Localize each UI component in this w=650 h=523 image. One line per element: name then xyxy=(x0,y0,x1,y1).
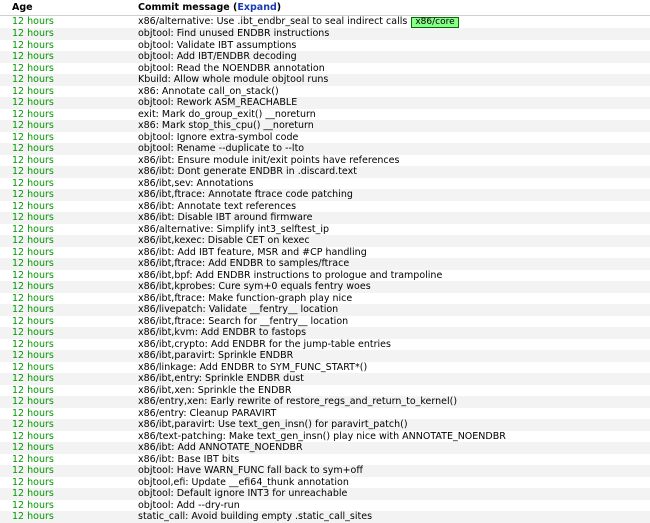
commit-age: 12 hours xyxy=(0,166,138,178)
commit-age: 12 hours xyxy=(0,143,138,155)
commit-message-link[interactable]: x86/ibt,ftrace: Search for __fentry__ location xyxy=(138,315,349,327)
commit-age: 12 hours xyxy=(0,362,138,374)
commit-age: 12 hours xyxy=(0,212,138,224)
commit-message-link[interactable]: Kbuild: Allow whole module objtool runs xyxy=(138,74,329,85)
commit-message-link[interactable]: x86/ibt,kprobes: Cure sym+0 equals fentry woes xyxy=(138,281,371,292)
commit-message-cell xyxy=(138,362,650,374)
commit-row[interactable] xyxy=(0,40,650,52)
expand-link[interactable]: Expand xyxy=(237,2,277,13)
commit-message-cell xyxy=(138,28,650,40)
commit-age: 12 hours xyxy=(0,28,138,40)
commit-message-cell xyxy=(138,350,650,362)
commit-row[interactable] xyxy=(0,431,650,443)
commit-message-link[interactable]: objtool: Validate IBT assumptions xyxy=(138,39,297,51)
commit-row[interactable] xyxy=(0,224,650,236)
commit-message-link[interactable]: x86/ibt,ftrace: Add ENDBR to samples/ftrace xyxy=(138,258,350,269)
commit-message-cell xyxy=(138,189,650,201)
message-header-label: Commit message xyxy=(138,2,230,13)
commit-age: 12 hours xyxy=(0,86,138,98)
commit-age: 12 hours xyxy=(0,373,138,385)
commit-message-cell xyxy=(138,51,650,63)
commit-message-cell xyxy=(138,40,650,52)
commit-message-cell xyxy=(138,109,650,121)
commit-row[interactable] xyxy=(0,477,650,489)
commit-row[interactable] xyxy=(0,339,650,351)
commit-row[interactable] xyxy=(0,155,650,167)
branch-badge[interactable]: x86/core xyxy=(411,17,458,28)
commit-age: 12 hours xyxy=(0,454,138,466)
commit-message-cell xyxy=(138,511,650,523)
commit-message-link[interactable]: static_call: Avoid building empty .static_call_sites xyxy=(138,511,373,522)
commit-row[interactable] xyxy=(0,166,650,178)
commit-row[interactable] xyxy=(0,120,650,132)
commit-message-cell xyxy=(138,74,650,86)
commit-age: 12 hours xyxy=(0,120,138,132)
commit-message-cell xyxy=(138,419,650,431)
commit-message-cell xyxy=(138,155,650,167)
commit-age: 12 hours xyxy=(0,40,138,52)
commit-row[interactable] xyxy=(0,143,650,155)
commit-list xyxy=(0,16,650,523)
commit-message-cell xyxy=(138,431,650,443)
commit-age: 12 hours xyxy=(0,155,138,167)
commit-message-cell xyxy=(138,201,650,213)
commit-row[interactable] xyxy=(0,454,650,466)
commit-row[interactable] xyxy=(0,511,650,523)
commit-age: 12 hours xyxy=(0,396,138,408)
commit-age: 12 hours xyxy=(0,132,138,144)
commit-message-cell xyxy=(138,339,650,351)
expand-open-paren: ( xyxy=(233,2,238,13)
commit-message-cell xyxy=(138,178,650,190)
commit-message-link[interactable]: x86/alternative: Use .ibt_endbr_seal to seal indirect calls xyxy=(138,16,408,27)
commit-row[interactable] xyxy=(0,362,650,374)
commit-age: 12 hours xyxy=(0,109,138,121)
commit-row[interactable] xyxy=(0,316,650,328)
commit-message-link[interactable]: objtool: Have WARN_FUNC fall back to sym+off xyxy=(138,465,363,476)
commit-message-link[interactable]: x86/ibt,bpf: Add ENDBR instructions to prologue and trampoline xyxy=(138,269,443,281)
commit-message-cell xyxy=(138,247,650,259)
commit-message-link[interactable]: x86/linkage: Add ENDBR to SYM_FUNC_START*() xyxy=(138,361,368,373)
commit-message-cell xyxy=(138,166,650,178)
commit-message-link[interactable]: x86/ibt,paravirt: Use text_gen_insn() for paravirt_patch() xyxy=(138,419,408,430)
commit-message-cell xyxy=(138,293,650,305)
message-column-header xyxy=(138,0,650,16)
commit-age: 12 hours xyxy=(0,442,138,454)
commit-age: 12 hours xyxy=(0,281,138,293)
commit-message-cell xyxy=(138,304,650,316)
commit-row[interactable] xyxy=(0,132,650,144)
commit-message-cell xyxy=(138,270,650,282)
commit-row[interactable] xyxy=(0,465,650,477)
commit-message-link[interactable]: objtool: Ignore extra-symbol code xyxy=(138,131,299,143)
commit-message-link[interactable]: x86/text-patching: Make text_gen_insn() play nice with ANNOTATE_NOENDBR xyxy=(138,430,506,442)
commit-age: 12 hours xyxy=(0,465,138,477)
commit-message-cell xyxy=(138,316,650,328)
commit-age: 12 hours xyxy=(0,304,138,316)
commit-message-link[interactable]: objtool: Rework ASM_REACHABLE xyxy=(138,97,298,108)
commit-message-link[interactable]: x86/ibt,xen: Sprinkle the ENDBR xyxy=(138,384,292,396)
commit-message-cell xyxy=(138,465,650,477)
commit-message-link[interactable]: x86/entry,xen: Early rewrite of restore_regs_and_return_to_kernel() xyxy=(138,396,458,407)
commit-age: 12 hours xyxy=(0,258,138,270)
commit-message-link[interactable]: x86/ibt,kvm: Add ENDBR to fastops xyxy=(138,327,307,338)
commit-message-link[interactable]: x86/ibt: Add ANNOTATE_NOENDBR xyxy=(138,442,303,453)
commit-row[interactable] xyxy=(0,500,650,512)
commit-message-cell xyxy=(138,63,650,75)
commit-message-cell xyxy=(138,258,650,270)
commit-age: 12 hours xyxy=(0,97,138,109)
commit-age: 12 hours xyxy=(0,224,138,236)
commit-message-link[interactable]: x86/ibt: Disable IBT around firmware xyxy=(138,212,313,223)
commit-age: 12 hours xyxy=(0,408,138,420)
commit-age: 12 hours xyxy=(0,350,138,362)
commit-age: 12 hours xyxy=(0,16,138,29)
commit-row[interactable] xyxy=(0,373,650,385)
expand-close-paren: ) xyxy=(276,2,282,13)
commit-message-link[interactable]: x86/ibt: Annotate text references xyxy=(138,200,297,212)
commit-message-cell xyxy=(138,327,650,339)
commit-message-cell xyxy=(138,235,650,247)
commit-message-link[interactable]: objtool: Find unused ENDBR instructions xyxy=(138,28,330,39)
commit-row[interactable] xyxy=(0,396,650,408)
commit-age: 12 hours xyxy=(0,63,138,75)
commit-message-cell xyxy=(138,86,650,98)
commit-age: 12 hours xyxy=(0,74,138,86)
commit-age: 12 hours xyxy=(0,51,138,63)
commit-row[interactable] xyxy=(0,488,650,500)
commit-message-link[interactable]: x86/ibt: Ensure module init/exit points have references xyxy=(138,154,400,166)
commit-row[interactable] xyxy=(0,419,650,431)
commit-message-cell xyxy=(138,454,650,466)
commit-age: 12 hours xyxy=(0,419,138,431)
commit-age: 12 hours xyxy=(0,511,138,523)
commit-message-cell xyxy=(138,224,650,236)
commit-row[interactable] xyxy=(0,235,650,247)
commit-message-cell xyxy=(138,120,650,132)
commit-row[interactable] xyxy=(0,97,650,109)
commit-message-link[interactable]: x86/ibt: Add IBT feature, MSR and #CP handling xyxy=(138,246,367,258)
commit-row[interactable] xyxy=(0,86,650,98)
commit-message-link[interactable]: exit: Mark do_group_exit() __noreturn xyxy=(138,108,316,120)
commit-row[interactable] xyxy=(0,178,650,190)
commit-row[interactable] xyxy=(0,270,650,282)
commit-row[interactable] xyxy=(0,385,650,397)
commit-message-link[interactable]: x86/ibt,sev: Annotations xyxy=(138,177,254,189)
commit-row[interactable] xyxy=(0,258,650,270)
commit-row[interactable] xyxy=(0,16,650,29)
commit-age: 12 hours xyxy=(0,270,138,282)
commit-message-cell xyxy=(138,97,650,109)
commit-age: 12 hours xyxy=(0,385,138,397)
commit-message-link[interactable]: x86/ibt: Base IBT bits xyxy=(138,453,240,465)
commit-message-cell xyxy=(138,281,650,293)
commit-age: 12 hours xyxy=(0,189,138,201)
commit-age: 12 hours xyxy=(0,201,138,213)
commit-row[interactable] xyxy=(0,109,650,121)
commit-message-link[interactable]: objtool: Add IBT/ENDBR decoding xyxy=(138,51,297,62)
commit-message-cell xyxy=(138,143,650,155)
commit-message-link[interactable]: objtool: Add --dry-run xyxy=(138,499,240,511)
commit-age: 12 hours xyxy=(0,477,138,489)
commit-row[interactable] xyxy=(0,189,650,201)
commit-row[interactable] xyxy=(0,327,650,339)
commit-age: 12 hours xyxy=(0,500,138,512)
commit-row[interactable] xyxy=(0,212,650,224)
commit-message-cell xyxy=(138,488,650,500)
commit-row[interactable] xyxy=(0,350,650,362)
commit-message-cell xyxy=(138,396,650,408)
commit-message-link[interactable]: x86/entry: Cleanup PARAVIRT xyxy=(138,407,277,419)
commit-row[interactable] xyxy=(0,63,650,75)
commit-message-link[interactable]: x86/livepatch: Validate __fentry__ location xyxy=(138,304,339,315)
commit-age: 12 hours xyxy=(0,178,138,190)
commit-message-cell xyxy=(138,212,650,224)
commit-message-link[interactable]: x86/ibt,entry: Sprinkle ENDBR dust xyxy=(138,373,304,384)
commit-message-link[interactable]: x86/ibt,paravirt: Sprinkle ENDBR xyxy=(138,350,294,361)
commit-row[interactable] xyxy=(0,51,650,63)
commit-message-cell xyxy=(138,442,650,454)
commit-age: 12 hours xyxy=(0,316,138,328)
commit-age: 12 hours xyxy=(0,327,138,339)
commit-message-cell xyxy=(138,132,650,144)
commit-message-link[interactable]: x86/ibt,kexec: Disable CET on kexec xyxy=(138,235,310,246)
commit-message-cell xyxy=(138,16,650,29)
commit-message-cell xyxy=(138,385,650,397)
commit-message-link[interactable]: x86: Annotate call_on_stack() xyxy=(138,85,279,97)
commit-message-link[interactable]: objtool: Read the NOENDBR annotation xyxy=(138,62,325,74)
commit-row[interactable] xyxy=(0,247,650,259)
commit-row[interactable] xyxy=(0,442,650,454)
commit-message-link[interactable]: x86/ibt,ftrace: Annotate ftrace code patching xyxy=(138,189,353,200)
commit-age: 12 hours xyxy=(0,235,138,247)
table-header-row xyxy=(0,0,650,16)
commit-message-link[interactable]: objtool: Default ignore INT3 for unreachable xyxy=(138,488,348,499)
age-column-header: Age xyxy=(0,0,138,16)
commit-row[interactable] xyxy=(0,304,650,316)
commit-age: 12 hours xyxy=(0,339,138,351)
commit-age: 12 hours xyxy=(0,247,138,259)
commit-row[interactable] xyxy=(0,28,650,40)
commit-message-link[interactable]: x86/ibt: Dont generate ENDBR in .discard.text xyxy=(138,166,357,177)
commit-row[interactable] xyxy=(0,74,650,86)
commit-message-cell xyxy=(138,408,650,420)
commit-age: 12 hours xyxy=(0,293,138,305)
commit-message-link[interactable]: objtool,efi: Update __efi64_thunk annotation xyxy=(138,476,349,488)
commit-row[interactable] xyxy=(0,293,650,305)
commit-message-cell xyxy=(138,373,650,385)
commit-age: 12 hours xyxy=(0,431,138,443)
commit-row[interactable] xyxy=(0,408,650,420)
commit-message-link[interactable]: x86: Mark stop_this_cpu() __noreturn xyxy=(138,120,314,131)
commit-message-link[interactable]: x86/alternative: Simplify int3_selftest_ip xyxy=(138,223,330,235)
commit-age: 12 hours xyxy=(0,488,138,500)
commit-message-link[interactable]: objtool: Rename --duplicate to --lto xyxy=(138,143,305,154)
commit-message-link[interactable]: x86/ibt,ftrace: Make function-graph play nice xyxy=(138,292,353,304)
commit-message-cell xyxy=(138,477,650,489)
commit-row[interactable] xyxy=(0,201,650,213)
commit-message-cell xyxy=(138,500,650,512)
commit-message-link[interactable]: x86/ibt,crypto: Add ENDBR for the jump-table entries xyxy=(138,338,391,350)
commit-row[interactable] xyxy=(0,281,650,293)
